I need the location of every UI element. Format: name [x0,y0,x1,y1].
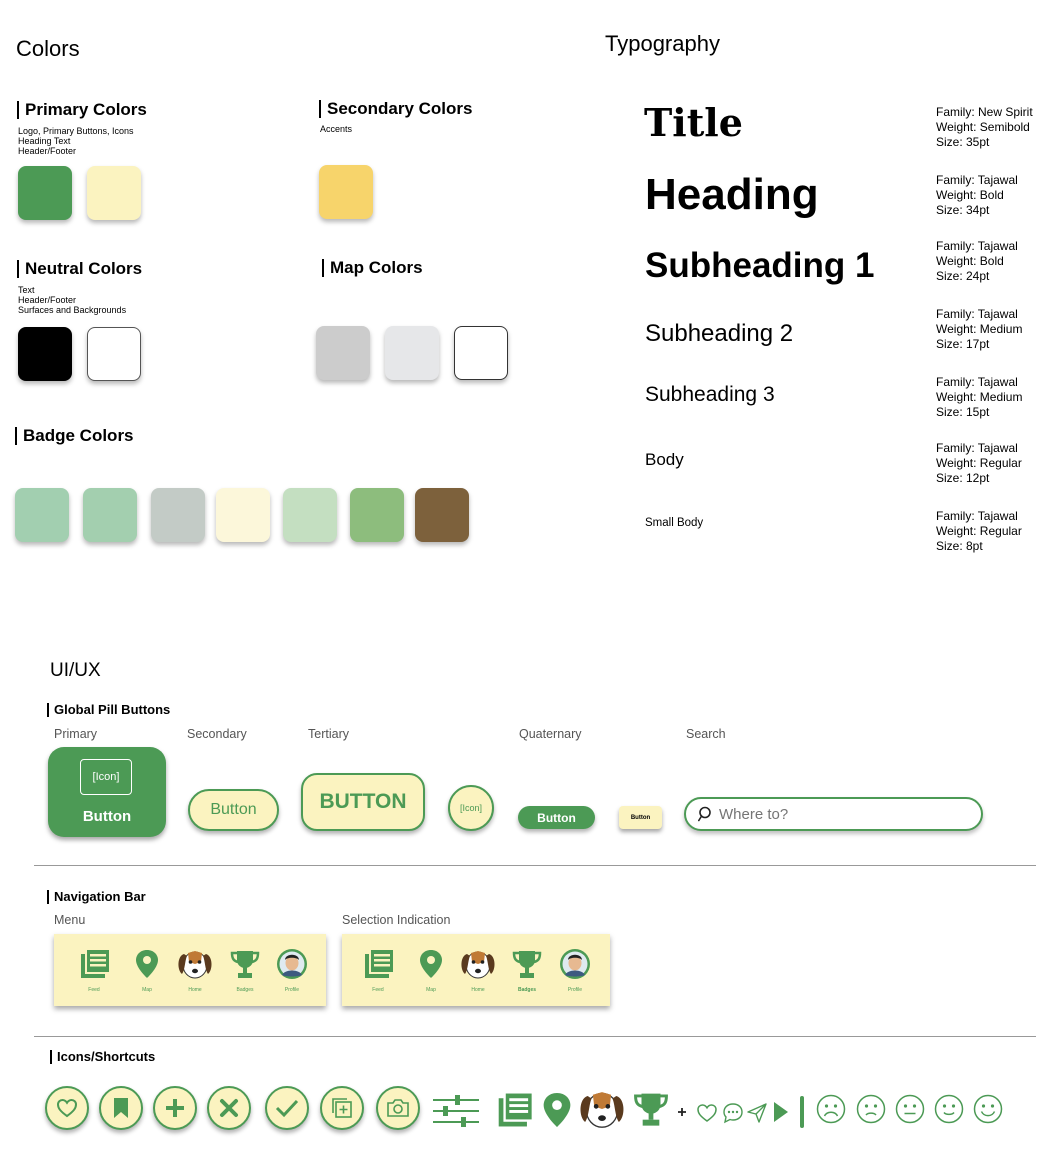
feed-icon [361,948,395,980]
badge-swatch-5 [283,488,337,542]
typo-sample-subheading-1: Subheading 1 [645,246,875,285]
sad-face-icon[interactable] [856,1094,886,1124]
sel-nav-label-feed: Feed [372,987,384,993]
nav-selection-label: Selection Indication [342,913,451,927]
pill-label-primary: Primary [54,727,98,741]
badge-swatch-6 [350,488,404,542]
neutral-colors-desc: Text Header/Footer Surfaces and Backgrounds [18,285,127,315]
primary-button-icon-placeholder: [Icon] [80,759,132,795]
secondary-button[interactable] [188,789,279,831]
add-square-icon [331,1097,353,1119]
secondary-yellow-swatch [319,165,373,219]
search-bar[interactable] [684,797,983,831]
add-button[interactable] [153,1086,197,1130]
cursor-bar-icon[interactable] [798,1096,806,1128]
primary-colors-heading: Primary Colors [17,101,147,119]
map-pin-icon[interactable] [540,1090,574,1130]
sel-nav-label-profile: Profile [567,987,583,993]
sliders-icon[interactable] [433,1094,479,1128]
sel-nav-item-profile[interactable] [555,948,595,993]
small-heart-icon[interactable] [696,1103,718,1123]
uiux-title: UI/UX [50,660,101,681]
pill-label-tertiary: Tertiary [308,727,349,741]
neutral-black-swatch [18,327,72,381]
nav-item-profile[interactable] [272,948,312,993]
happy-face-icon[interactable] [973,1094,1003,1124]
pill-label-quaternary: Quaternary [519,727,582,741]
badge-swatch-3 [151,488,205,542]
map-white-swatch [454,326,508,380]
plus-icon [164,1097,186,1119]
neutral-face-icon[interactable] [895,1094,925,1124]
nav-item-map[interactable] [127,948,167,993]
nav-menu-label: Menu [54,913,86,927]
bookmark-button[interactable] [99,1086,143,1130]
heart-icon [56,1098,78,1118]
primary-button[interactable] [48,747,166,837]
typo-spec-subheading-1: Family: Tajawal Weight: Bold Size: 24pt [936,239,1018,283]
feed-icon [77,948,111,980]
typo-sample-subheading-2: Subheading 2 [645,320,794,347]
quaternary-small-button-label: Button [630,814,651,821]
primary-green-swatch [18,166,72,220]
primary-cream-swatch [87,166,141,220]
typo-spec-subheading-3: Family: Tajawal Weight: Medium Size: 15pt [936,375,1023,419]
nav-bar-menu [54,934,326,1006]
map-pin-icon [417,948,445,980]
neutral-colors-heading: Neutral Colors [17,260,142,278]
secondary-button-label: Button [210,801,257,818]
play-icon[interactable] [772,1100,790,1124]
primary-colors-desc: Logo, Primary Buttons, Icons Heading Text Header/Footer [18,126,134,156]
nav-label-feed: Feed [88,987,100,993]
avatar [275,948,309,980]
avatar [558,948,592,980]
primary-button-label: Button [82,808,132,825]
small-plus-icon[interactable] [677,1107,687,1117]
sel-nav-item-home[interactable] [458,948,498,993]
camera-icon [386,1098,410,1118]
quaternary-button[interactable] [518,806,595,829]
badge-swatch-4 [216,488,270,542]
typo-spec-title: Family: New Spirit Weight: Semibold Size: 35pt [936,105,1033,149]
map-pin-icon [133,948,161,980]
pill-buttons-heading: Global Pill Buttons [47,703,170,717]
typo-sample-body: Body [645,450,684,469]
badge-colors-heading: Badge Colors [15,427,134,445]
camera-button[interactable] [376,1086,420,1130]
map-colors-heading: Map Colors [322,259,423,277]
typo-sample-small-body: Small Body [645,517,704,529]
nav-item-home[interactable] [175,948,215,993]
send-icon[interactable] [746,1102,768,1124]
map-light-gray-swatch [385,326,439,380]
typo-spec-body: Family: Tajawal Weight: Regular Size: 12pt [936,441,1022,485]
dog-icon[interactable] [576,1088,628,1130]
pill-label-search: Search [686,727,726,741]
bookmark-icon [112,1097,130,1119]
check-icon [275,1098,299,1118]
heart-button[interactable] [45,1086,89,1130]
typo-spec-heading: Family: Tajawal Weight: Bold Size: 34pt [936,173,1018,217]
typography-title: Typography [605,31,720,56]
close-icon [219,1098,239,1118]
secondary-colors-heading: Secondary Colors [319,100,473,118]
nav-label-map: Map [142,987,152,993]
check-button[interactable] [265,1086,309,1130]
typo-sample-heading: Heading [645,170,819,219]
sel-nav-label-map: Map [426,987,436,993]
close-button[interactable] [207,1086,251,1130]
badge-swatch-2 [83,488,137,542]
dog-icon [175,948,215,980]
secondary-colors-desc: Accents [320,124,353,134]
sel-nav-label-home: Home [471,987,485,993]
sel-nav-item-badges[interactable] [507,948,547,993]
quaternary-button-label: Button [537,810,576,825]
chat-icon[interactable] [722,1102,744,1124]
typo-sample-title: Title [644,100,743,145]
sel-nav-label-badges-selected: Badges [517,987,537,993]
tertiary-icon-button-label: [Icon] [459,803,482,813]
divider-1 [34,865,1036,866]
nav-label-badges: Badges [236,987,254,993]
smile-face-icon[interactable] [934,1094,964,1124]
tertiary-button[interactable] [301,773,425,831]
pill-label-secondary: Secondary [187,727,247,741]
divider-2 [34,1036,1036,1037]
nav-label-profile: Profile [284,987,300,993]
sel-nav-item-feed[interactable] [358,948,398,993]
trophy-icon [229,948,261,980]
badge-swatch-7 [415,488,469,542]
search-icon [698,806,714,822]
badge-swatch-1 [15,488,69,542]
trophy-icon[interactable] [632,1090,670,1128]
dog-icon [458,948,498,980]
sel-nav-item-map[interactable] [411,948,451,993]
colors-title: Colors [16,36,80,61]
search-input[interactable] [719,804,969,824]
nav-label-home: Home [188,987,202,993]
trophy-icon [511,948,543,980]
very-sad-face-icon[interactable] [816,1094,846,1124]
neutral-white-swatch [87,327,141,381]
typo-sample-subheading-3: Subheading 3 [645,383,775,406]
tertiary-icon-button[interactable] [448,785,494,831]
nav-item-feed[interactable] [74,948,114,993]
tertiary-button-label: BUTTON [319,790,407,813]
typo-spec-small-body: Family: Tajawal Weight: Regular Size: 8pt [936,509,1022,553]
quaternary-small-button[interactable] [619,806,662,829]
add-square-button[interactable] [320,1086,364,1130]
map-gray-swatch [316,326,370,380]
nav-bar-selection [342,934,610,1006]
icons-heading: Icons/Shortcuts [50,1050,155,1064]
nav-item-badges[interactable] [225,948,265,993]
typo-spec-subheading-2: Family: Tajawal Weight: Medium Size: 17pt [936,307,1023,351]
feed-icon[interactable] [494,1090,534,1130]
nav-bar-heading: Navigation Bar [47,890,146,904]
